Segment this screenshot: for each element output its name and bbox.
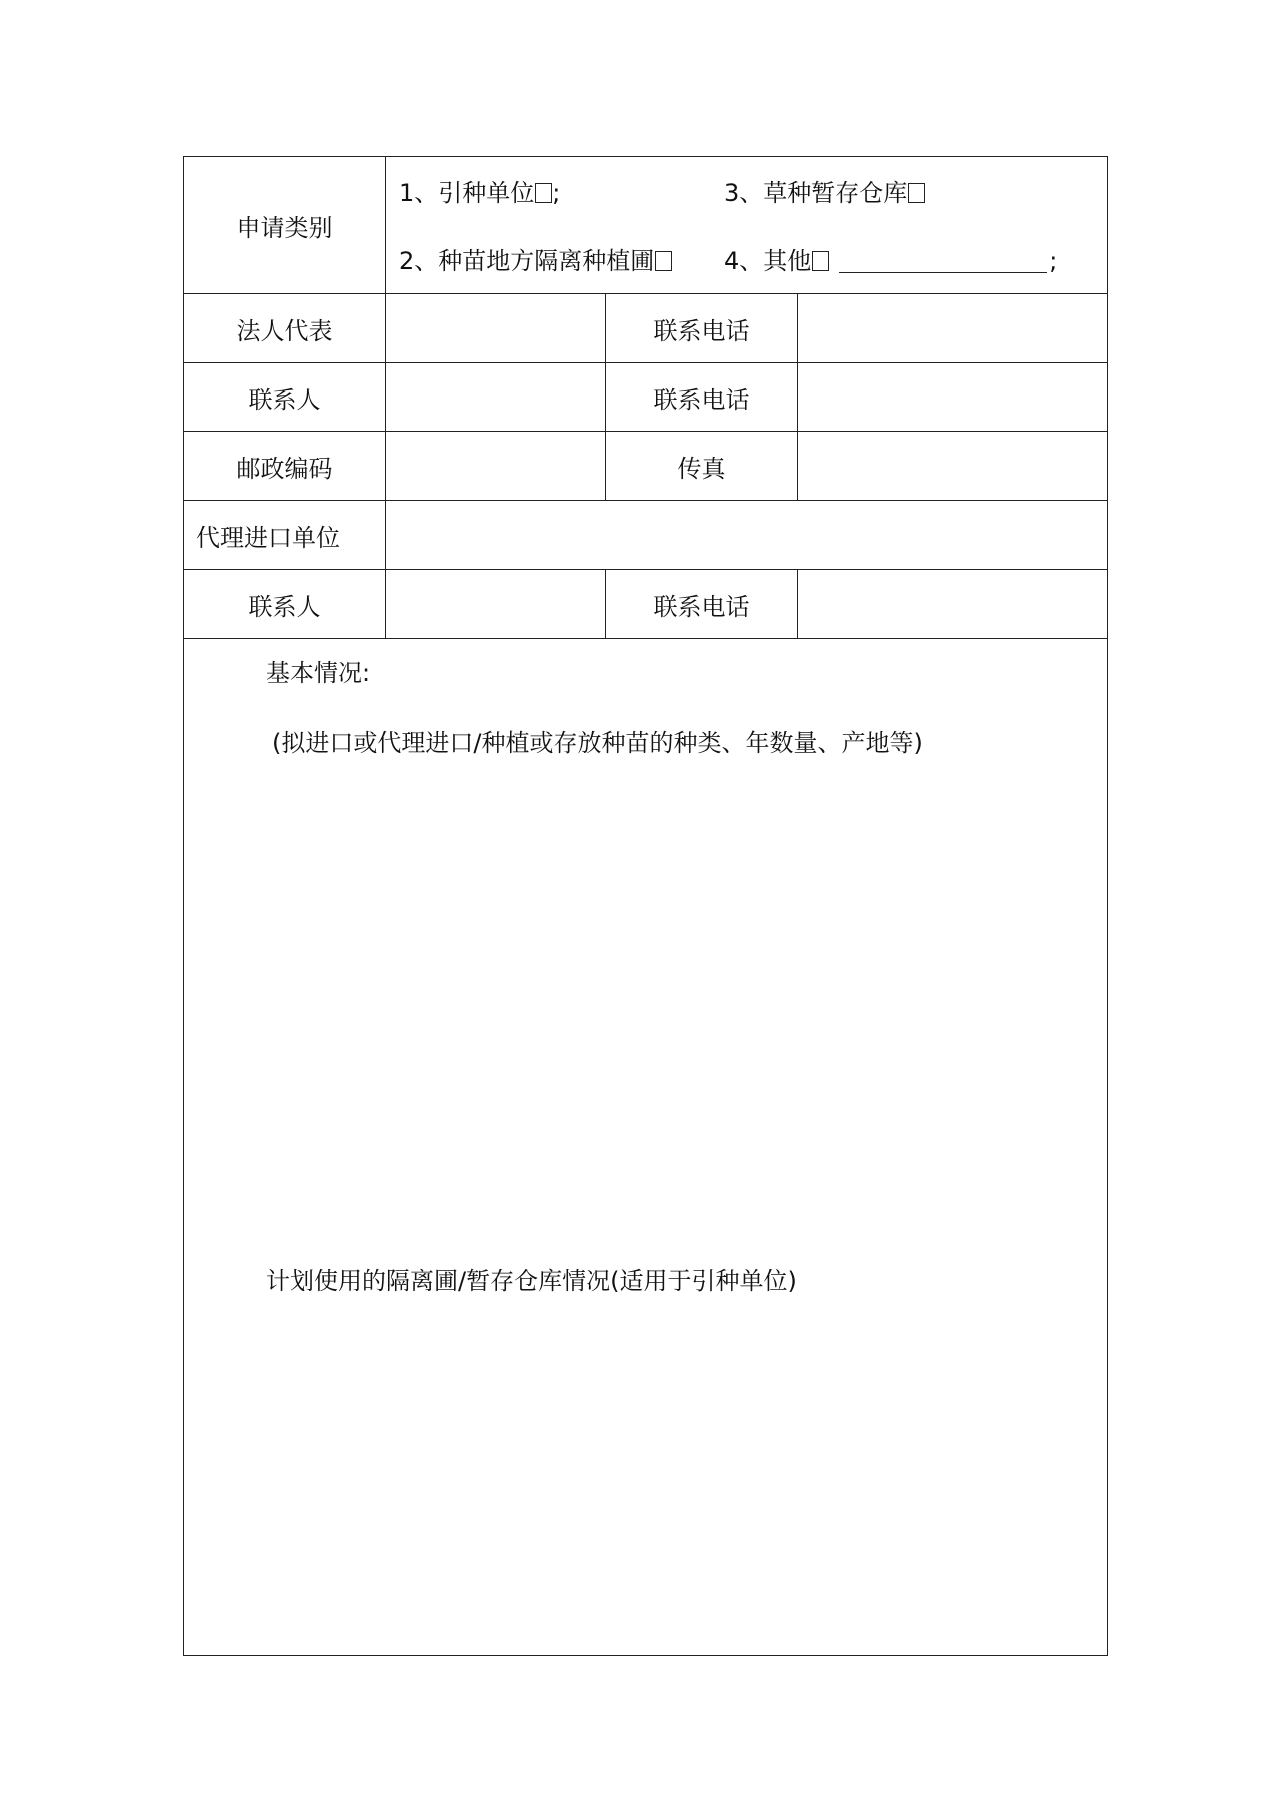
- basic-info-cell[interactable]: [184, 639, 1108, 1656]
- option-3-label: 3、草种暂存仓库: [724, 179, 908, 207]
- basic-info-row: [184, 639, 1108, 1656]
- option-4-checkbox[interactable]: [812, 251, 829, 271]
- agent-row: [184, 501, 1108, 570]
- basic-info-title: 基本情况:: [266, 659, 371, 687]
- phone-field-3[interactable]: [798, 570, 1108, 639]
- contact-row-1: [184, 363, 1108, 432]
- postcode-label: 邮政编码: [184, 432, 386, 501]
- category-option-1: [399, 173, 560, 208]
- option-2-checkbox[interactable]: [655, 251, 672, 271]
- option-4-suffix: ;: [1049, 247, 1058, 275]
- legal-rep-row: [184, 294, 1108, 363]
- fax-label: 传真: [606, 432, 798, 501]
- phone-field-1[interactable]: [798, 294, 1108, 363]
- category-label: 申请类别: [184, 157, 386, 294]
- contact-label-1: 联系人: [184, 363, 386, 432]
- agent-field[interactable]: [386, 501, 1108, 570]
- phone-label-2: 联系电话: [606, 363, 798, 432]
- contact-row-2: [184, 570, 1108, 639]
- phone-field-2[interactable]: [798, 363, 1108, 432]
- option-1-suffix: ;: [552, 179, 561, 207]
- legal-rep-field[interactable]: [386, 294, 606, 363]
- category-option-4: [724, 241, 1057, 276]
- option-2-label: 2、种苗地方隔离种植圃: [399, 247, 655, 275]
- option-1-label: 1、引种单位: [399, 179, 535, 207]
- contact-label-2: 联系人: [184, 570, 386, 639]
- agent-label: 代理进口单位: [184, 501, 386, 570]
- plan-info-title: 计划使用的隔离圃/暂存仓库情况(适用于引种单位): [266, 1267, 797, 1295]
- phone-label-3: 联系电话: [606, 570, 798, 639]
- application-form-table: [183, 156, 1108, 1656]
- category-option-3: [724, 173, 925, 208]
- category-row: [184, 157, 1108, 294]
- other-blank-field[interactable]: [839, 250, 1047, 273]
- option-3-checkbox[interactable]: [908, 183, 925, 203]
- basic-info-note: (拟进口或代理进口/种植或存放种苗的种类、年数量、产地等): [272, 729, 923, 757]
- fax-field[interactable]: [798, 432, 1108, 501]
- postcode-field[interactable]: [386, 432, 606, 501]
- category-option-2: [399, 241, 672, 276]
- contact-field-1[interactable]: [386, 363, 606, 432]
- category-options-cell: [386, 157, 1108, 294]
- postcode-row: [184, 432, 1108, 501]
- contact-field-2[interactable]: [386, 570, 606, 639]
- phone-label-1: 联系电话: [606, 294, 798, 363]
- option-1-checkbox[interactable]: [535, 183, 552, 203]
- option-4-label: 4、其他: [724, 247, 812, 275]
- category-options: [386, 157, 1107, 293]
- legal-rep-label: 法人代表: [184, 294, 386, 363]
- basic-info-area: [184, 639, 1107, 1655]
